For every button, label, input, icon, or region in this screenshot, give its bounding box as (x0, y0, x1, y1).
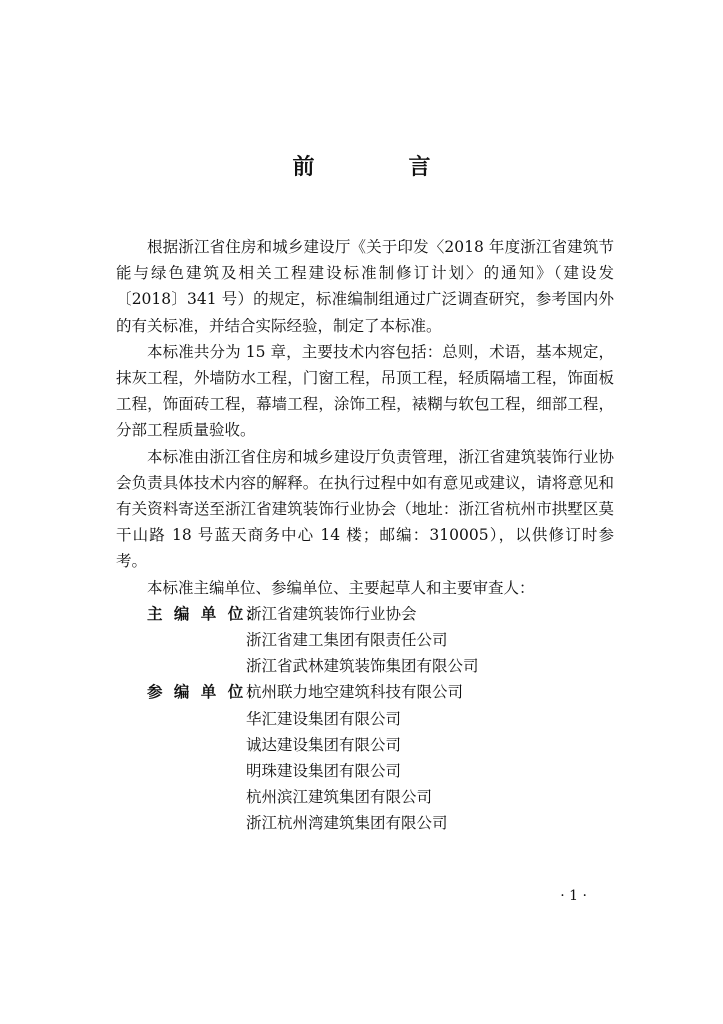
list-item: 杭州联力地空建筑科技有限公司 (246, 683, 464, 702)
list-item: 浙江省建筑装饰行业协会 (246, 604, 417, 623)
paragraph-contents: 本标准共分为 15 章，主要技术内容包括：总则，术语，基本规定，抹灰工程，外墙防水工程，门窗工程，吊顶工程，轻质隔墙工程，饰面板工程，饰面砖工程，幕墙工程，涂饰工程，裱糊与软包工程，细部工程，分部工程质量验收。 (116, 342, 614, 440)
paragraph-units-intro: 本标准主编单位、参编单位、主要起草人和主要审查人： (147, 578, 535, 597)
list-item: 浙江杭州湾建筑集团有限公司 (246, 814, 448, 833)
participating-units-list (246, 679, 614, 836)
list-item: 浙江省建工集团有限责任公司 (246, 631, 448, 650)
paragraph-basis: 根据浙江省住房和城乡建设厅《关于印发〈2018 年度浙江省建筑节能与绿色建筑及相关工程建设标准制修订计划〉的通知》（建设发〔2018〕341 号）的规定，标准编制组通过广泛调查研究，参考国内外的有关标准，并结合实际经验，制定了本标准。 (116, 238, 614, 335)
list-item: 明珠建设集团有限公司 (246, 762, 402, 781)
preface-body (116, 234, 614, 837)
list-item: 杭州滨江建筑集团有限公司 (246, 788, 433, 807)
paragraph-management: 本标准由浙江省住房和城乡建设厅负责管理，浙江省建筑装饰行业协会负责具体技术内容的解释。在执行过程中如有意见或建议，请将意见和有关资料寄送至浙江省建筑装饰行业协会（地址：浙江省杭州市拱墅区莫干山路 18 号蓝天商务中心 14 楼；邮编：310005），以供修订时参考。 (116, 447, 614, 571)
participating-units-label: 参 编 单 位： (147, 682, 265, 702)
page-number: · 1 · (560, 888, 587, 904)
participating-units-section (116, 679, 614, 836)
list-item: 诚达建设集团有限公司 (246, 735, 402, 754)
chief-units-section (116, 601, 614, 680)
chief-units-list (246, 601, 614, 680)
list-item: 华汇建设集团有限公司 (246, 709, 402, 728)
list-item: 浙江省武林建筑装饰集团有限公司 (246, 657, 479, 676)
chief-units-label: 主 编 单 位： (147, 603, 265, 623)
page-title: 前 言 (292, 154, 467, 180)
